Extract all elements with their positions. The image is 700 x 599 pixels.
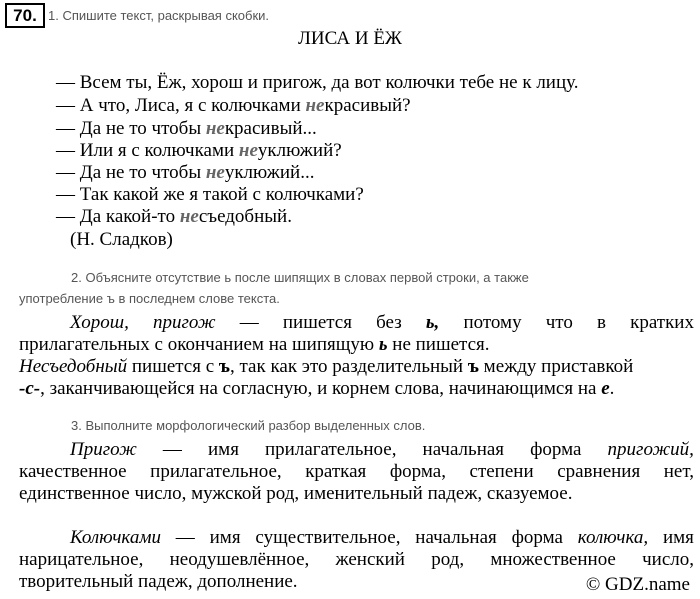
answer3-p1-row-1: Пригож — имя прилагательное, начальная форма пригожий, (70, 439, 694, 460)
ne-highlight: не (205, 118, 225, 139)
copyright-watermark: © GDZ.name (585, 574, 690, 595)
answer3-p2-row-2: нарицательное, неодушевлённое, женский род, множественное число, (19, 549, 694, 570)
answer3-p1-row-3: единственное число, мужской род, именительный падеж, сказуемое. (19, 483, 573, 504)
poem-line-6: — Так какой же я такой с колючками? (56, 184, 364, 205)
poem-line-4: — Или я с колючками неуклюжий? (56, 140, 342, 161)
poem-line-1: — Всем ты, Ёж, хорош и пригож, да вот колючки тебе не к лицу. (56, 72, 579, 93)
poem-line-3: — Да не то чтобы некрасивый... (56, 118, 317, 139)
ne-highlight: не (179, 206, 199, 227)
task-instruction-1: 1. Спишите текст, раскрывая скобки. (48, 8, 270, 23)
task-instruction-3: 3. Выполните морфологический разбор выделенных слов. (71, 418, 426, 433)
task-number: 70. (5, 3, 45, 28)
answer2-row-2: прилагательных с окончанием на шипящую ь не пишется. (19, 334, 490, 355)
answer2-row-3: Несъедобный пишется с ъ, так как это разделительный ъ между приставкой (19, 356, 634, 377)
ne-highlight: не (238, 140, 258, 161)
answer2-row-1: Хорош, пригож — пишется без ь, потому что в кратких (70, 312, 694, 333)
poem-line-7: — Да какой-то несъедобный. (56, 206, 292, 227)
poem-title: ЛИСА И ЁЖ (298, 28, 402, 49)
answer3-p2-row-3: творительный падеж, дополнение. (19, 571, 298, 592)
poem-line-5: — Да не то чтобы неуклюжий... (56, 162, 315, 183)
answer3-p2-row-1: Колючками — имя существительное, начальная форма колючка, имя (70, 527, 694, 548)
answer2-row-4: -с-, заканчивающейся на согласную, и корнем слова, начинающимся на е. (19, 378, 615, 399)
ne-highlight: не (205, 162, 225, 183)
poem-author: (Н. Сладков) (70, 229, 173, 250)
poem-line-2: — А что, Лиса, я с колючками некрасивый? (56, 95, 411, 116)
task-instruction-2-line-1: 2. Объясните отсутствие ь после шипящих в словах первой строки, а также (71, 270, 529, 285)
ne-highlight: не (305, 95, 325, 116)
task-instruction-2-line-2: употребление ъ в последнем слове текста. (19, 291, 280, 306)
answer3-p1-row-2: качественное прилагательное, краткая форма, степени сравнения нет, (19, 461, 694, 482)
